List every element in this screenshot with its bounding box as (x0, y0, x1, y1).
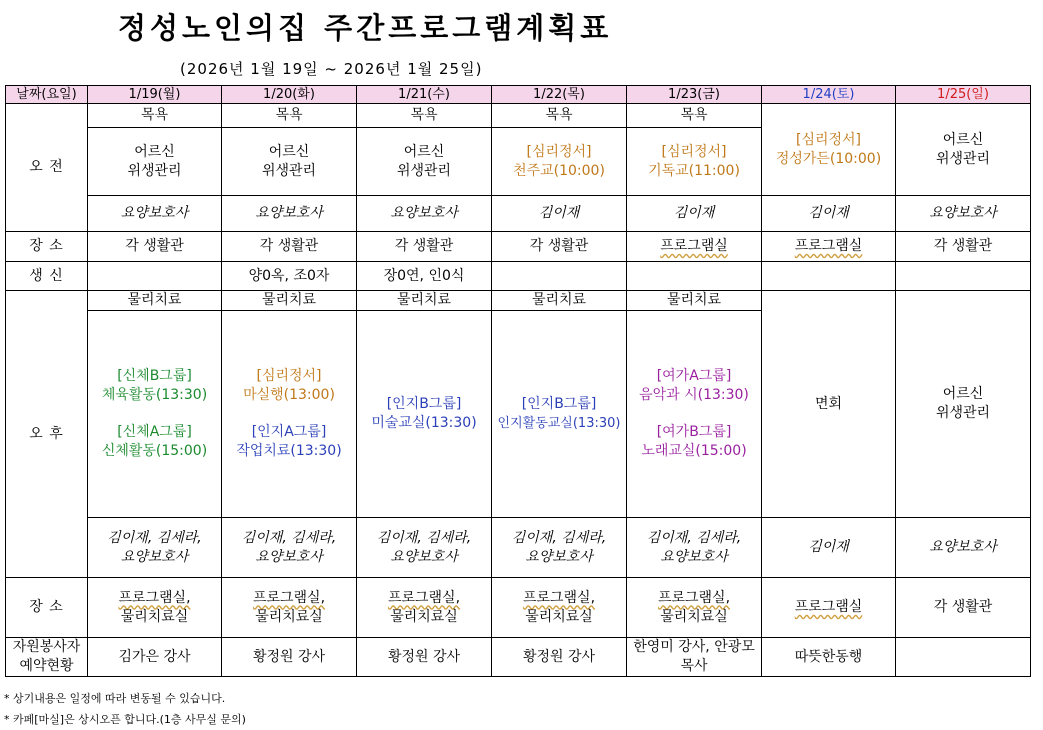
afternoon-staff-row (6, 518, 1031, 578)
day-header-sun: 1/25(일) (896, 86, 1031, 104)
thu-morning-place: 각 생활관 (492, 232, 627, 262)
fri-place-line1: 프로그램실, (657, 589, 731, 606)
fri-leisure-b-activity: 노래교실(15:00) (641, 443, 747, 459)
schedule-period: (2026년 1월 19일 ~ 2026년 1월 25일) (180, 60, 483, 78)
mon-volunteer: 김가은 강사 (88, 638, 222, 677)
tue-bath: 목욕 (222, 104, 357, 128)
wed-cognitive-category: [인지B그룹] (386, 396, 462, 412)
thu-place-line1: 프로그램실, (522, 589, 596, 606)
header-row (6, 86, 1031, 104)
tue-cognitive-category: [인지A그룹] (251, 424, 327, 440)
mon-staff-line2: 요양보호사 (120, 548, 189, 565)
wed-volunteer: 황정원 강사 (357, 638, 492, 677)
mon-place-line1: 프로그램실, (118, 589, 191, 606)
day-header-thu: 1/22(목) (492, 86, 627, 104)
mon-afternoon-staff (88, 518, 222, 578)
mon-pt: 물리치료 (88, 291, 222, 311)
fri-morning-program (627, 128, 762, 196)
fri-afternoon-program (627, 311, 762, 518)
tue-morning-program (222, 128, 357, 196)
sun-afternoon-program (896, 291, 1031, 518)
mon-group-b-category: [신체B그룹] (117, 368, 192, 384)
fri-volunteer: 한영미 강사, 안광모 목사 (627, 638, 762, 677)
morning-staff-row (6, 196, 1031, 232)
thu-morning-category: [심리정서] (526, 143, 592, 160)
thu-pt: 물리치료 (492, 291, 627, 311)
tue-birthday: 양0옥, 조0자 (222, 262, 357, 291)
footnotes (4, 688, 246, 730)
thu-morning-activity: 천주교(10:00) (513, 162, 605, 179)
sun-birthday (896, 262, 1031, 291)
mon-birthday (88, 262, 222, 291)
birthday-label: 생 신 (6, 262, 88, 291)
tue-morning-staff: 요양보호사 (222, 196, 357, 232)
sun-morning-line1: 어르신 (942, 131, 984, 148)
wed-afternoon-place (357, 578, 492, 638)
wed-cognitive-activity: 미술교실(13:30) (371, 415, 477, 431)
place-label: 장 소 (6, 232, 88, 262)
thu-afternoon-place (492, 578, 627, 638)
fri-leisure-b-category: [여가B그룹] (656, 424, 732, 440)
fri-place-line2: 물리치료실 (660, 608, 728, 625)
sun-morning-program (896, 104, 1031, 196)
spacer (224, 405, 354, 423)
fri-morning-staff: 김이재 (627, 196, 762, 232)
wed-place-line1: 프로그램실, (387, 589, 461, 606)
wed-morning-place: 각 생활관 (357, 232, 492, 262)
tue-care-line1: 어르신 (268, 143, 310, 160)
afternoon-place-row (6, 578, 1031, 638)
thu-morning-program (492, 128, 627, 196)
tue-cognitive-activity: 작업치료(13:30) (236, 443, 342, 459)
thu-morning-staff: 김이재 (492, 196, 627, 232)
sat-afternoon-program: 면회 (762, 291, 896, 518)
wed-afternoon-staff (357, 518, 492, 578)
tue-psych-activity: 마실행(13:00) (243, 387, 335, 403)
sun-afternoon-line2: 위생관리 (935, 405, 991, 421)
volunteer-label (6, 638, 88, 677)
day-header-mon: 1/19(월) (88, 86, 222, 104)
sat-volunteer: 따뜻한동행 (762, 638, 896, 677)
afternoon-place-label: 장 소 (6, 578, 88, 638)
tue-psych-category: [심리정서] (256, 368, 322, 384)
morning-bath-row (6, 104, 1031, 128)
day-header-fri: 1/23(금) (627, 86, 762, 104)
sun-morning-place: 각 생활관 (896, 232, 1031, 262)
mon-group-a-activity: 신체활동(15:00) (101, 443, 208, 459)
fri-morning-activity: 기독교(11:00) (648, 162, 740, 179)
birthday-row (6, 262, 1031, 291)
header-corner: 날짜(요일) (6, 86, 88, 104)
thu-afternoon-program (492, 311, 627, 518)
thu-staff-line2: 요양보호사 (525, 548, 593, 565)
thu-staff-line1: 김이재, 김세라, (511, 529, 607, 546)
sat-morning-category: [심리정서] (795, 131, 862, 148)
mon-care-line2: 위생관리 (127, 162, 182, 179)
footnote-schedule-change: * 상기내용은 일정에 따라 변동될 수 있습니다. (4, 692, 226, 705)
fri-staff-line2: 요양보호사 (660, 548, 728, 565)
volunteer-label-line1: 자원봉사자 (12, 639, 81, 655)
wed-staff-line1: 김이재, 김세라, (376, 529, 472, 546)
afternoon-label: 오 후 (6, 291, 88, 578)
tue-morning-place: 각 생활관 (222, 232, 357, 262)
volunteer-row (6, 638, 1031, 677)
fri-morning-place: 프로그램실 (627, 232, 762, 262)
sun-afternoon-place: 각 생활관 (896, 578, 1031, 638)
fri-leisure-a-activity: 음악과 시(13:30) (639, 387, 749, 403)
morning-label: 오 전 (6, 104, 88, 232)
sun-morning-staff: 요양보호사 (896, 196, 1031, 232)
sat-morning-staff: 김이재 (762, 196, 896, 232)
thu-cognitive-activity: 인지활동교실(13:30) (497, 416, 621, 431)
mon-bath: 목욕 (88, 104, 222, 128)
mon-afternoon-place (88, 578, 222, 638)
wed-place-line2: 물리치료실 (390, 608, 458, 625)
footnote-cafe: * 카페[마실]은 상시오픈 합니다.(1층 사무실 문의) (4, 713, 246, 726)
wed-staff-line2: 요양보호사 (390, 548, 458, 565)
wed-morning-staff: 요양보호사 (357, 196, 492, 232)
sat-afternoon-staff: 김이재 (762, 518, 896, 578)
tue-volunteer: 황정원 강사 (222, 638, 357, 677)
spacer (629, 405, 759, 423)
fri-afternoon-place (627, 578, 762, 638)
morning-place-row (6, 232, 1031, 262)
thu-afternoon-staff (492, 518, 627, 578)
sun-volunteer (896, 638, 1031, 677)
tue-afternoon-program (222, 311, 357, 518)
sat-birthday (762, 262, 896, 291)
mon-group-a-category: [신체A그룹] (117, 424, 192, 440)
page-title: 정성노인의집 주간프로그램계획표 (118, 11, 613, 45)
wed-morning-program (357, 128, 492, 196)
tue-afternoon-place (222, 578, 357, 638)
fri-birthday (627, 262, 762, 291)
mon-morning-program (88, 128, 222, 196)
spacer (90, 405, 219, 423)
tue-pt: 물리치료 (222, 291, 357, 311)
fri-pt: 물리치료 (627, 291, 762, 311)
tue-place-line2: 물리치료실 (255, 608, 323, 625)
sat-afternoon-place: 프로그램실 (762, 578, 896, 638)
sat-morning-place: 프로그램실 (762, 232, 896, 262)
fri-bath: 목욕 (627, 104, 762, 128)
wed-care-line1: 어르신 (403, 143, 445, 160)
thu-birthday (492, 262, 627, 291)
mon-staff-line1: 김이재, 김세라, (107, 529, 202, 546)
wed-birthday: 장0연, 인0식 (357, 262, 492, 291)
sat-morning-program (762, 104, 896, 196)
tue-staff-line1: 김이재, 김세라, (241, 529, 337, 546)
weekly-schedule-table (5, 85, 1031, 677)
fri-afternoon-staff (627, 518, 762, 578)
mon-care-line1: 어르신 (134, 143, 175, 160)
thu-cognitive-category: [인지B그룹] (521, 396, 597, 412)
day-header-tue: 1/20(화) (222, 86, 357, 104)
tue-staff-line2: 요양보호사 (255, 548, 323, 565)
fri-staff-line1: 김이재, 김세라, (646, 529, 742, 546)
tue-afternoon-staff (222, 518, 357, 578)
fri-morning-category: [심리정서] (661, 143, 727, 160)
sun-afternoon-line1: 어르신 (942, 386, 984, 402)
fri-leisure-a-category: [여가A그룹] (656, 368, 732, 384)
sat-morning-activity: 정성가든(10:00) (775, 150, 882, 167)
thu-place-line2: 물리치료실 (525, 608, 593, 625)
afternoon-pt-row (6, 291, 1031, 311)
sun-afternoon-staff: 요양보호사 (896, 518, 1031, 578)
mon-group-b-activity: 체육활동(13:30) (101, 387, 208, 403)
thu-bath: 목욕 (492, 104, 627, 128)
mon-morning-place: 각 생활관 (88, 232, 222, 262)
tue-care-line2: 위생관리 (261, 162, 317, 179)
wed-bath: 목욕 (357, 104, 492, 128)
mon-place-line2: 물리치료실 (120, 608, 189, 625)
wed-pt: 물리치료 (357, 291, 492, 311)
day-header-wed: 1/21(수) (357, 86, 492, 104)
wed-afternoon-program (357, 311, 492, 518)
thu-volunteer: 황정원 강사 (492, 638, 627, 677)
mon-afternoon-program (88, 311, 222, 518)
day-header-sat: 1/24(토) (762, 86, 896, 104)
wed-care-line2: 위생관리 (396, 162, 452, 179)
mon-morning-staff: 요양보호사 (88, 196, 222, 232)
tue-place-line1: 프로그램실, (252, 589, 326, 606)
sun-morning-line2: 위생관리 (935, 150, 991, 167)
volunteer-label-line2: 예약현황 (19, 658, 74, 674)
